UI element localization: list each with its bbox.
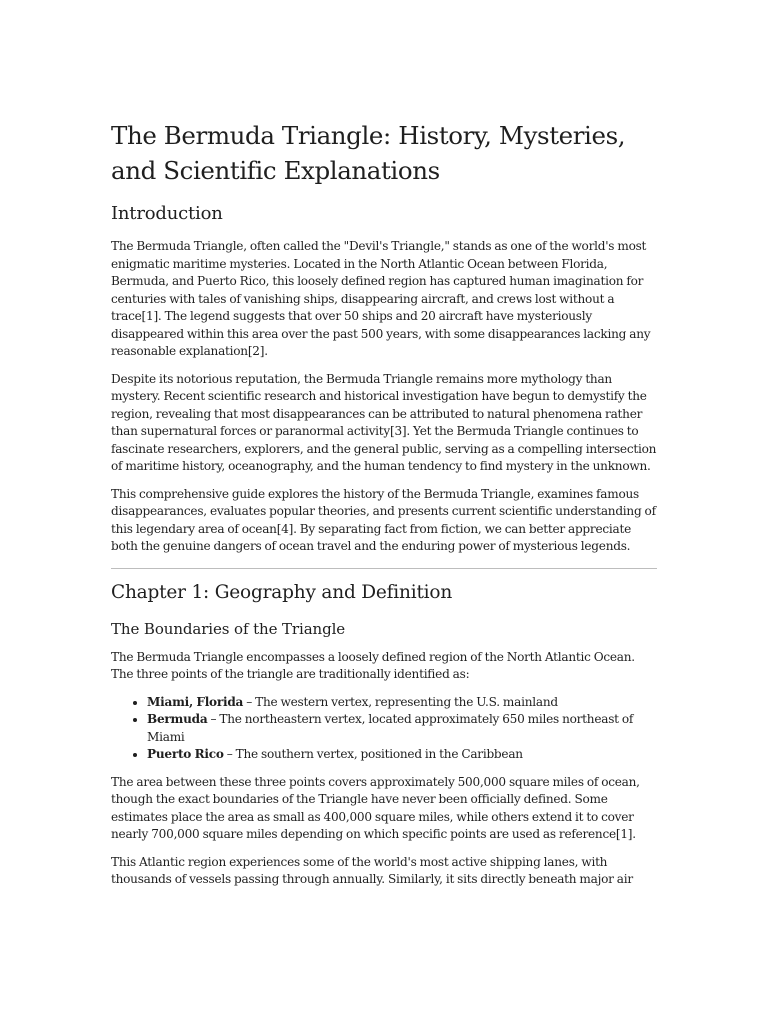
vertex-list bbox=[111, 694, 657, 764]
section-divider bbox=[111, 568, 657, 569]
chapter-heading: Chapter 1: Geography and Definition bbox=[111, 581, 453, 603]
chapter-paragraph: The area between these three points covers approximately 500,000 square miles of ocean, though the exact boundaries of the Triangle have never been officially defined. Some estimates place the area as small as 400,000 square miles, while others extend it to cover nearly 700,000 square miles depending on which specific points are used as reference[1]. bbox=[111, 774, 640, 841]
document-title: The Bermuda Triangle: History, Mysteries, and Scientific Explanations bbox=[111, 121, 626, 185]
section-heading-introduction: Introduction bbox=[111, 203, 223, 224]
list-item bbox=[147, 711, 657, 746]
chapter-lead-paragraph: The Bermuda Triangle encompasses a loosely defined region of the North Atlantic Ocean. The three points of the triangle are traditionally identified as: bbox=[111, 649, 635, 681]
subsection-heading: The Boundaries of the Triangle bbox=[111, 619, 346, 638]
list-item bbox=[147, 694, 657, 712]
vertex-name: Miami, Florida bbox=[147, 694, 244, 709]
document-page bbox=[111, 118, 657, 899]
vertex-description: – The southern vertex, positioned in the Caribbean bbox=[223, 747, 523, 761]
vertex-name: Puerto Rico bbox=[147, 747, 224, 761]
vertex-description: – The northeastern vertex, located approximately 650 miles northeast of Miami bbox=[147, 712, 634, 744]
vertex-name: Bermuda bbox=[147, 712, 208, 726]
intro-paragraph: This comprehensive guide explores the history of the Bermuda Triangle, examines famous disappearances, evaluates popular theories, and presents current scientific understanding of this legendary area of ocean[4]. By separating fact from fiction, we can better appreciate both the genuine dangers of ocean travel and the enduring power of mysterious legends. bbox=[111, 486, 656, 553]
list-item bbox=[147, 746, 657, 764]
chapter-paragraph: This Atlantic region experiences some of the world's most active shipping lanes, with thousands of vessels passing through annually. Similarly, it sits directly beneath major air bbox=[111, 854, 633, 886]
intro-paragraph: Despite its notorious reputation, the Bermuda Triangle remains more mythology than mystery. Recent scientific research and historical investigation have begun to demystify the region, revealing that most disappearances can be attributed to natural phenomena rather than supernatural forces or paranormal activity[3]. Yet the Bermuda Triangle continues to fascinate researchers, explorers, and the general public, serving as a compelling intersection of maritime history, oceanography, and the human tendency to find mystery in the unknown. bbox=[111, 371, 657, 473]
vertex-description: – The western vertex, representing the U.S. mainland bbox=[243, 694, 558, 709]
intro-paragraph: The Bermuda Triangle, often called the "Devil's Triangle," stands as one of the world's most enigmatic maritime mysteries. Located in the North Atlantic Ocean between Florida, Bermuda, and Puerto Rico, this loosely defined region has captured human imagination for centuries with tales of vanishing ships, disappearing aircraft, and crews lost without a trace[1]. The legend suggests that over 50 ships and 20 aircraft have mysteriously disappeared within this area over the past 500 years, with some disappearances lacking any reasonable explanation[2]. bbox=[111, 239, 651, 358]
